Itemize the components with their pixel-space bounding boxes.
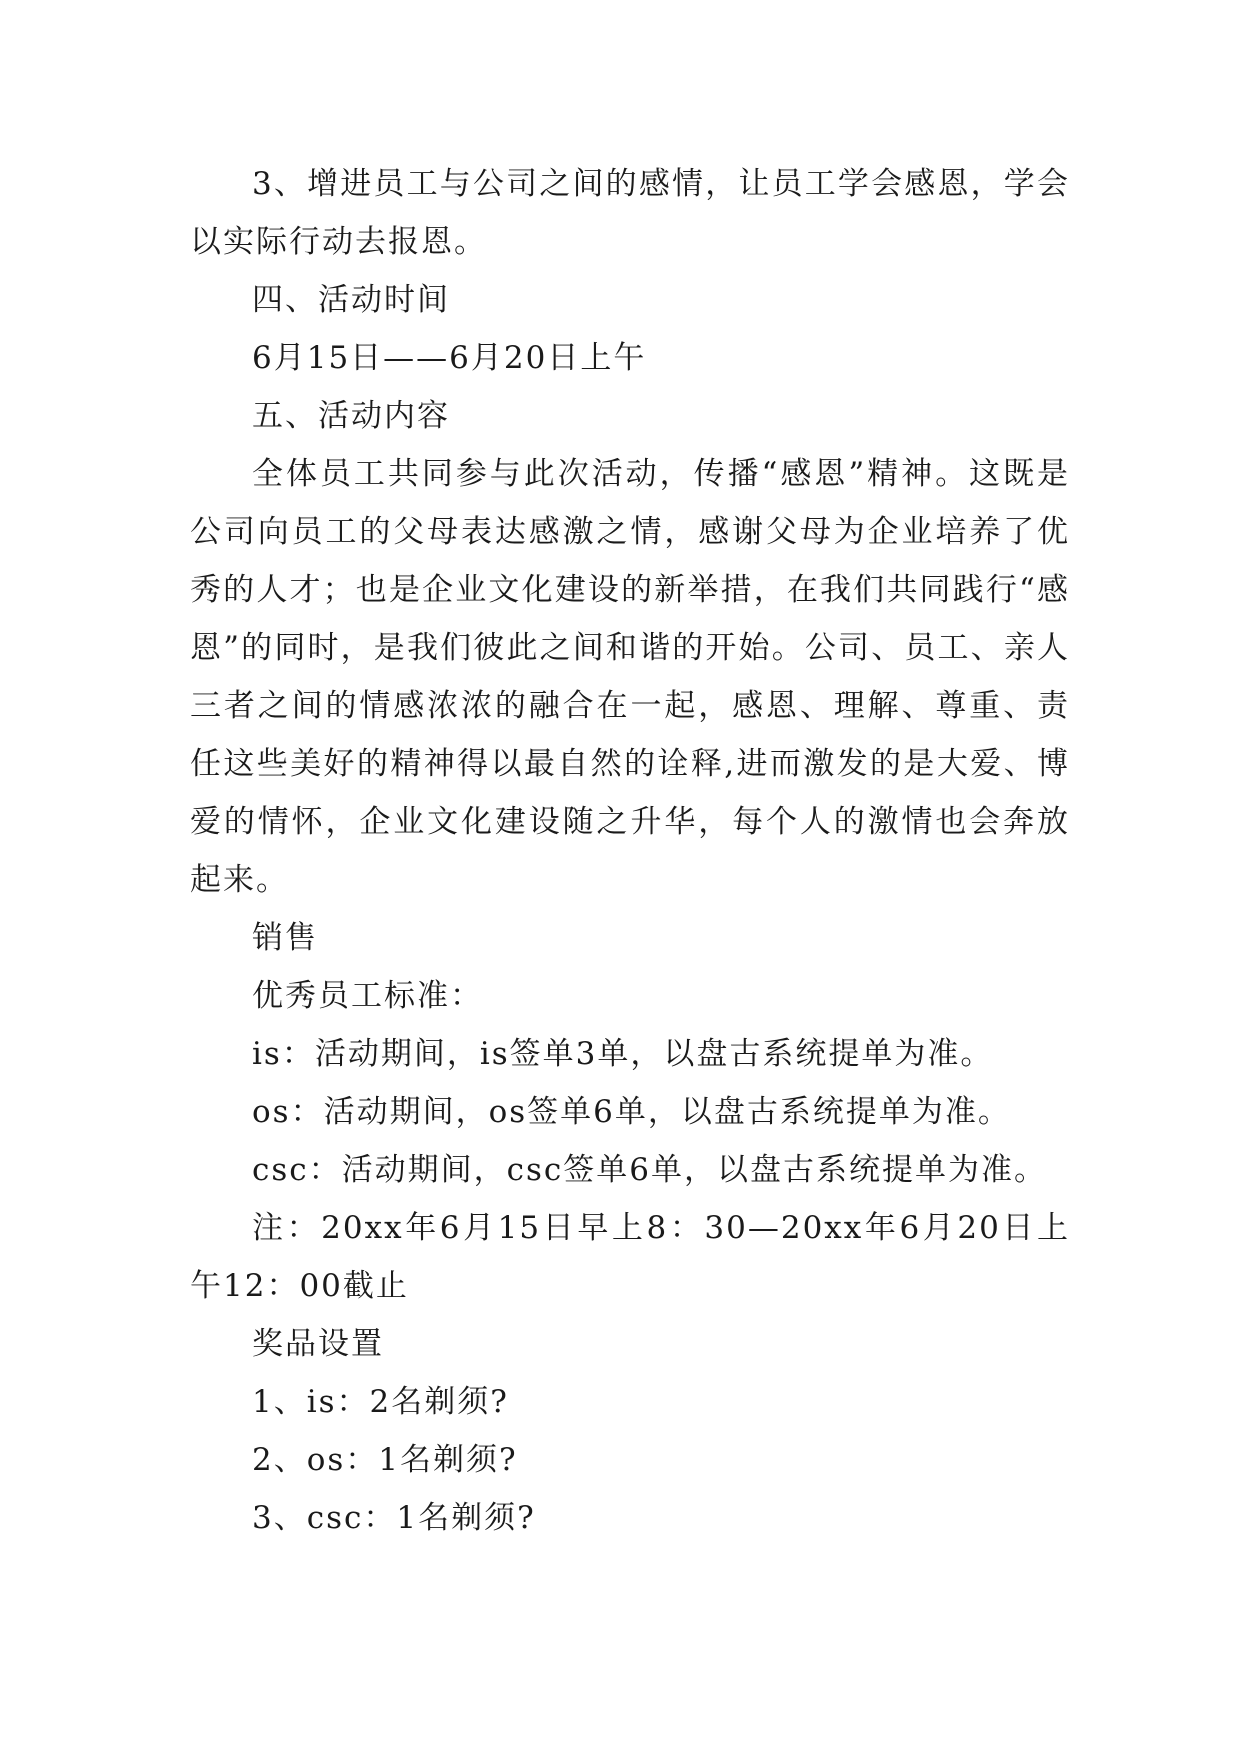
prize-is: 1、is：2名剃须?	[252, 1384, 509, 1420]
heading-excellent-staff-criteria: 优秀员工标准：	[252, 978, 483, 1014]
paragraph-activity-description: 全体员工共同参与此次活动，传播“感恩”精神。这既是公司向员工的父母表达感激之情，感谢父母为企业培养了优秀的人才；也是企业文化建设的新举措，在我们共同践行“感恩”的同时，是我们彼此之间和谐的开始。公司、员工、亲人三者之间的情感浓浓的融合在一起，感恩、理解、尊重、责任这些美好的精神得以最自然的诠释,进而激发的是大爱、博爱的情怀，企业文化建设随之升华，每个人的激情也会奔放起来。	[190, 456, 1070, 898]
note-deadline: 注：20xx年6月15日早上8：30—20xx年6月20日上午12：00截止	[190, 1210, 1070, 1304]
criteria-is: is：活动期间，is签单3单，以盘古系统提单为准。	[252, 1036, 994, 1072]
heading-sales: 销售	[252, 920, 318, 956]
criteria-os: os：活动期间，os签单6单，以盘古系统提单为准。	[252, 1094, 1011, 1130]
paragraph-goal-3: 3、增进员工与公司之间的感情，让员工学会感恩，学会以实际行动去报恩。	[190, 166, 1070, 260]
paragraph-activity-dates: 6月15日——6月20日上午	[252, 340, 647, 376]
document-body	[190, 155, 1070, 1547]
heading-prize-settings: 奖品设置	[252, 1326, 384, 1362]
criteria-csc: csc：活动期间，csc签单6单，以盘古系统提单为准。	[252, 1152, 1047, 1188]
heading-activity-time: 四、活动时间	[252, 282, 450, 318]
heading-activity-content: 五、活动内容	[252, 398, 450, 434]
prize-csc: 3、csc：1名剃须?	[252, 1500, 536, 1536]
prize-os: 2、os：1名剃须?	[252, 1442, 518, 1478]
